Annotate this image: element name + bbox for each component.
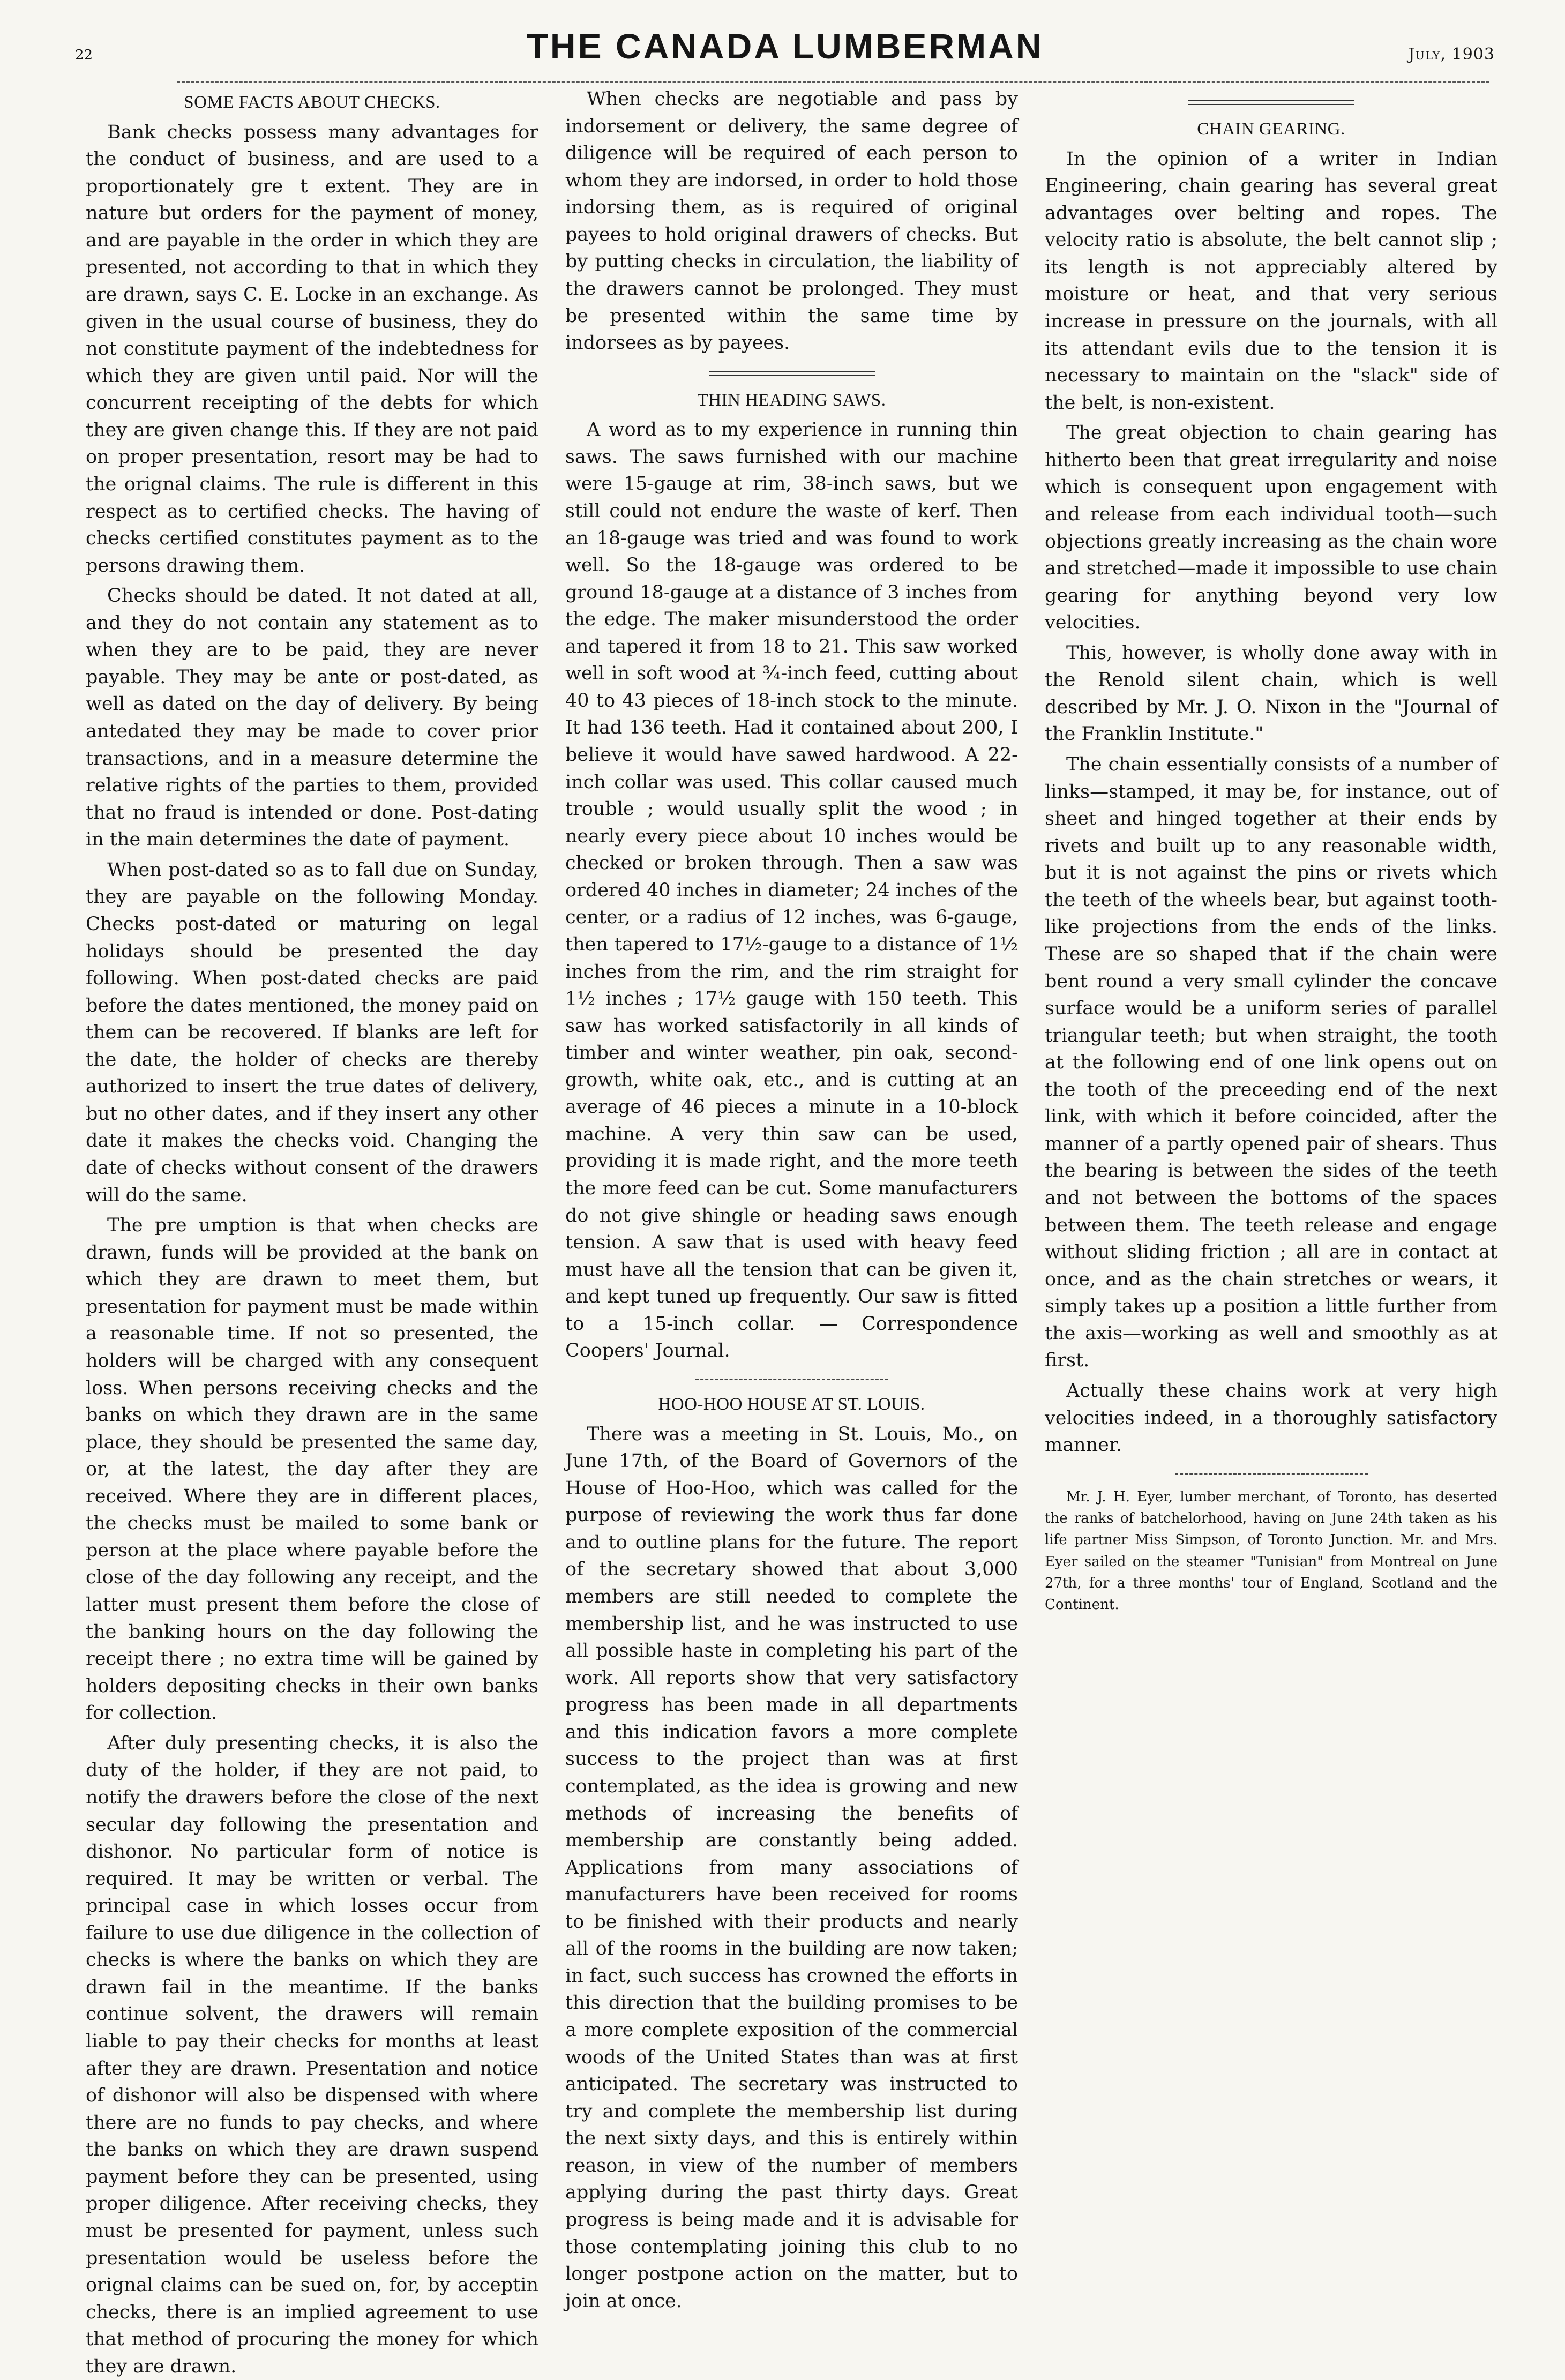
paragraph: When checks are negotiable and pass by indorsement or delivery, the same degree of diligence will be required of each person to whom they are indorsed, in order to hold those indorsing them, as is required of original payees to hold original drawers of checks. But by putting checks in circulation, the liability of the drawers cannot be prolonged. They must be presented within the same time by indorsees as by payees. — [565, 88, 1018, 354]
paragraph: Checks should be dated. It not dated at all, and they do not contain any statement as to when they are to be paid, they are never payable. They may be ante or post-dated, as well as dated on the day of delivery. By being antedated they may be made to cover prior transactions, and in a measure determine the relative rights of the parties to them, provided that no fraud is intended or done. Post-dating in the main determines the date of payment. — [86, 585, 538, 851]
section-divider — [1175, 1473, 1368, 1475]
section-divider — [709, 371, 875, 376]
column-2 — [565, 86, 1018, 2312]
article-heading-checks: SOME FACTS ABOUT CHECKS. — [184, 93, 440, 112]
paragraph: In the opinion of a writer in Indian Engineering, chain gearing has several great advantages over belting and ropes. The velocity ratio is absolute, the belt cannot slip ; its length is not appreciably altered by moisture or heat, and that very serious increase in pressure on the journals, with all its attendant evils due to the tension it is necessary to maintain on the "slack" side of the belt, is non-existent. — [1045, 148, 1497, 414]
article-heading-hoohoo: HOO-HOO HOUSE AT ST. LOUIS. — [658, 1394, 925, 1414]
issue-date: July, 1903 — [1408, 45, 1495, 64]
page-number: 22 — [75, 47, 93, 63]
personal-note: Mr. J. H. Eyer, lumber merchant, of Toronto, has deserted the ranks of batchelorhood, having on June 24th taken as his life partner Miss Simpson, of Toronto Junction. Mr. and Mrs. Eyer sailed on the steamer "Tunisian" from Montreal on June 27th, for a three months' tour of England, Scotland and the Continent. — [1045, 1488, 1497, 1613]
masthead — [70, 26, 1500, 74]
column-1 — [86, 86, 538, 2377]
section-divider — [695, 1379, 888, 1380]
paragraph: The pre umption is that when checks are drawn, funds will be provided at the bank on which they are drawn to meet them, but presentation for payment must be made within a reasonable time. If not so presented, the holders will be charged with any consequent loss. When persons receiving checks and the banks on which they drawn are in the same place, they should be presented the same day, or, at the latest, the day after they are received. Where they are in different places, the checks must be mailed to some bank or person at the place where payable before the close of the day following any receipt, and the latter must present them before the close of the banking hours on the day following the receipt there ; no extra time will be gained by holders depositing checks in their own banks for collection. — [86, 1215, 538, 1724]
section-divider — [1188, 100, 1354, 105]
paragraph: A word as to my experience in running thin saws. The saws furnished with our machine were 15-gauge at rim, 38-inch saws, but we still could not endure the waste of kerf. Then an 18-gauge was tried and was found to work well. So the 18-gauge was ordered to be ground 18-gauge at a distance of 3 inches from the edge. The maker misunderstood the order and tapered it from 18 to 21. This saw worked well in soft wood at ¾-inch feed, cutting about 40 to 43 pieces of 18-inch stock to the minute. It had 136 teeth. Had it contained about 200, I believe it would have sawed hardwood. A 22-inch collar was used. This collar caused much trouble ; would usually split the wood ; in nearly every piece about 10 inches would be checked or broken through. Then a saw was ordered 40 inches in diameter; 24 inches of the center, or a radius of 12 inches, was 6-gauge, then tapered to 17½-gauge to a distance of 1½ inches from the rim, and the rim straight for 1½ inches ; 17½ gauge with 150 teeth. This saw has worked satisfactorily in all kinds of timber and winter weather, pin oak, second-growth, white oak, etc., and is cutting at an average of 46 pieces a minute in a 10-block machine. A very thin saw can be used, providing it is made right, and the more teeth the more feed can be cut. Some manufacturers do not give shingle or heading saws enough tension. A saw that is used with heavy feed must have all the tension that can be given it, and kept tuned up frequently. Our saw is fitted to a 15-inch collar. — Correspondence Coopers' Journal. — [565, 419, 1018, 1362]
paragraph: There was a meeting in St. Louis, Mo., on June 17th, of the Board of Governors of the House of Hoo-Hoo, which was called for the purpose of reviewing the work thus far done and to outline plans for the future. The report of the secretary showed that about 3,000 members are still needed to complete the membership list, and he was instructed to use all possible haste in completing his part of the work. All reports show that very satisfactory progress has been made in all departments and this indication favors a more complete success to the project than was at first contemplated, as the idea is growing and new methods of increasing the benefits of membership are constantly being added. Applications from many associations of manufacturers have been received for rooms to be finished with their products and nearly all of the rooms in the building are now taken; in fact, such success has crowned the efforts in this direction that the building promises to be a more complete exposition of the commercial woods of the United States than was at first anticipated. The secretary was instructed to try and complete the membership list during the next sixty days, and this is entirely within reason, in view of the number of members applying during the past thirty days. Great progress is being made and it is advisable for those contemplating joining this club to no longer postpone action on the matter, but to join at once. — [565, 1423, 1018, 2312]
newspaper-title: THE CANADA LUMBERMAN — [526, 26, 1044, 66]
column-3 — [1045, 86, 1497, 2025]
paragraph: This, however, is wholly done away with in the Renold silent chain, which is well described by Mr. J. O. Nixon in the "Journal of the Franklin Institute." — [1045, 642, 1497, 745]
article-heading-saws: THIN HEADING SAWS. — [697, 390, 886, 410]
article-heading-chain: CHAIN GEARING. — [1197, 119, 1345, 139]
paragraph: When post-dated so as to fall due on Sunday, they are payable on the following Monday. Checks post-dated or maturing on legal holidays should be presented the day following. When post-dated checks are paid before the dates mentioned, the money paid on them can be recovered. If blanks are left for the date, the holder of checks are thereby authorized to insert the true dates of delivery, but no other dates, and if they insert any other date it makes the checks void. Changing the date of checks without consent of the drawers will do the same. — [86, 859, 538, 1206]
header-rule — [177, 81, 1489, 83]
paragraph: Bank checks possess many advantages for the conduct of business, and are used to a proportionately gre t extent. They are in nature but orders for the payment of money, and are payable in the order in which they are presented, not according to that in which they are drawn, says C. E. Locke in an exchange. As given in the usual course of business, they do not constitute payment of the indebtedness for which they are given until paid. Nor will the concurrent receipting of the debts for which they are given change this. If they are not paid on proper presentation, resort may be had to the orignal claims. The rule is different in this respect as to certified checks. The having of checks certified constitutes payment as to the persons drawing them. — [86, 121, 538, 577]
paragraph: The chain essentially consists of a number of links—stamped, it may be, for instance, out of sheet and hinged together at their ends by rivets and built up to any reasonable width, but it is not against the pins or rivets which the teeth of the wheels bear, but against tooth-like projections from the ends of the links. These are so shaped that if the chain were bent round a very small cylinder the concave surface would be a uniform series of parallel triangular teeth; but when straight, the tooth at the following end of one link opens out on the tooth of the preceeding end of the next link, with which it before coincided, after the manner of a partly opened pair of shears. Thus the bearing is between the sides of the teeth and not between the bottoms of the spaces between them. The teeth release and engage without sliding friction ; all are in contact at once, and as the chain stretches or wears, it simply takes up a position a little further from the axis—working as well and smoothly as at first. — [1045, 754, 1497, 1372]
paragraph: Actually these chains work at very high velocities indeed, in a thoroughly satisfactory manner. — [1045, 1380, 1497, 1456]
paragraph: After duly presenting checks, it is also the duty of the holder, if they are not paid, to notify the drawers before the close of the next secular day following the presentation and dishonor. No particular form of notice is required. It may be written or verbal. The principal case in which losses occur from failure to use due diligence in the collection of checks is where the banks on which they are drawn fail in the meantime. If the banks continue solvent, the drawers will remain liable to pay their checks for months at least after they are drawn. Presentation and notice of dishonor will also be dispensed with where there are no funds to pay checks, and where the banks on which they are drawn suspend payment before they can be presented, using proper diligence. After receiving checks, they must be presented for payment, unless such presentation would be useless before the orignal claims can be sued on, for, by acceptin checks, there is an implied agreement to use that method of procuring the money for which they are drawn. — [86, 1732, 538, 2377]
paragraph: The great objection to chain gearing has hitherto been that great irregularity and noise which is consequent upon engagement with and release from each individual tooth—such objections greatly increasing as the chain wore and stretched—made it impossible to use chain gearing for anything beyond very low velocities. — [1045, 422, 1497, 634]
